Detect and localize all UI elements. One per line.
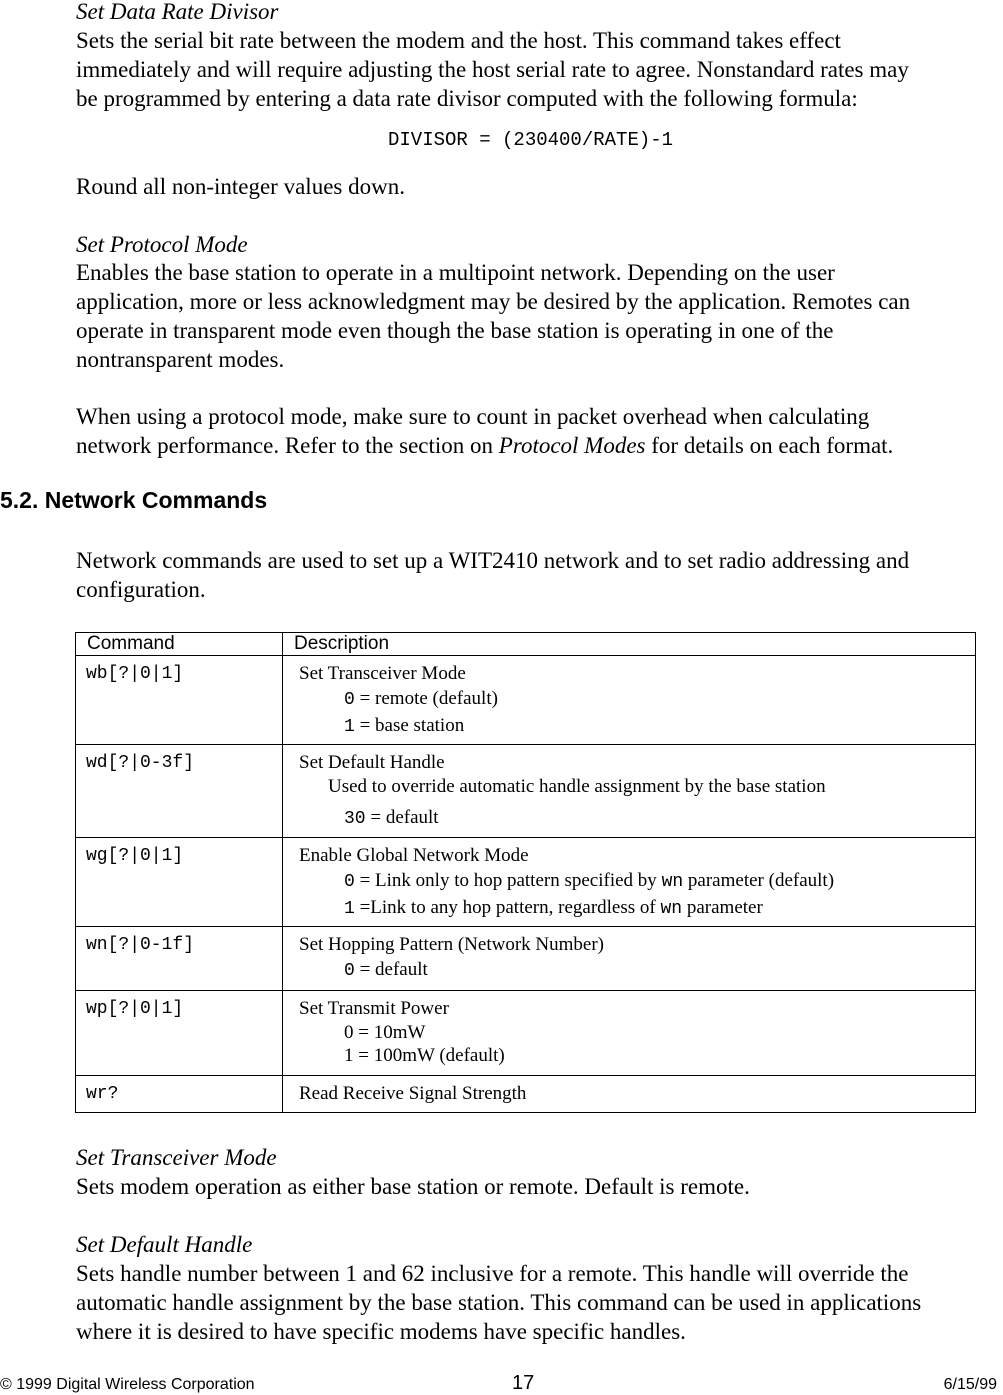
command-cell — [76, 927, 283, 991]
command-code: wn[?|0-1f] — [86, 935, 195, 955]
protocol-note-line-2 — [76, 431, 893, 460]
description-cell — [283, 1076, 976, 1113]
divisor-line-1: Sets the serial bit rate between the modem and the host. This command takes effect — [76, 28, 841, 53]
description-title: Enable Global Network Mode — [299, 845, 529, 866]
transceiver-title: Set Transceiver Mode — [76, 1145, 277, 1170]
protocol-note-post: for details on each format. — [645, 433, 894, 458]
protocol-note-pre: network performance. Refer to the section on — [76, 433, 499, 458]
description-cell — [283, 838, 976, 927]
command-cell — [76, 838, 283, 927]
divisor-formula: DIVISOR = (230400/RATE)-1 — [388, 129, 674, 151]
description-cell — [283, 927, 976, 991]
table-row — [76, 1076, 976, 1113]
handle-title: Set Default Handle — [76, 1232, 253, 1257]
command-cell — [76, 1076, 283, 1113]
description-title: Set Hopping Pattern (Network Number) — [299, 934, 604, 955]
description-title: Set Transmit Power — [299, 998, 449, 1019]
header-command: Command — [76, 633, 283, 656]
intro-line-1: Network commands are used to set up a WIT2410 network and to set radio addressing and — [76, 548, 910, 573]
handle-line-2: automatic handle assignment by the base station. This command can be used in applications — [76, 1290, 922, 1315]
divisor-line-2: immediately and will require adjusting the host serial rate to agree. Nonstandard rates may — [76, 57, 909, 82]
protocol-line-2: application, more or less acknowledgment may be desired by the application. Remotes can — [76, 289, 911, 314]
description-cell — [283, 656, 976, 745]
description-title: Set Default Handle — [299, 752, 445, 773]
command-code: wg[?|0|1] — [86, 846, 184, 866]
table-row — [76, 838, 976, 927]
divisor-title: Set Data Rate Divisor — [76, 0, 279, 24]
description-option: 1 =Link to any hop pattern, regardless of wn parameter — [344, 897, 763, 919]
protocol-title: Set Protocol Mode — [76, 232, 248, 257]
description-note: Used to override automatic handle assignment by the base station — [328, 776, 826, 797]
page-number: 17 — [512, 1372, 535, 1394]
command-code: wd[?|0-3f] — [86, 753, 195, 773]
table-row — [76, 656, 976, 745]
table-header-row — [76, 633, 976, 656]
description-option: 0 = default — [344, 959, 428, 981]
description-option: 0 = 10mW — [344, 1022, 426, 1043]
footer-date: 6/15/99 — [943, 1376, 997, 1393]
table-row — [76, 745, 976, 838]
handle-line-1: Sets handle number between 1 and 62 inclusive for a remote. This handle will override the — [76, 1261, 909, 1286]
protocol-line-1: Enables the base station to operate in a multipoint network. Depending on the user — [76, 260, 835, 285]
protocol-note-line-1: When using a protocol mode, make sure to count in packet overhead when calculating — [76, 404, 870, 429]
command-code: wp[?|0|1] — [86, 999, 184, 1019]
description-option: 1 = base station — [344, 715, 465, 737]
command-code: wb[?|0|1] — [86, 664, 184, 684]
command-cell — [76, 991, 283, 1076]
intro-line-2: configuration. — [76, 577, 206, 602]
protocol-line-3: operate in transparent mode even though the base station is operating in one of the — [76, 318, 834, 343]
description-option: 1 = 100mW (default) — [344, 1045, 505, 1066]
description-title: Set Transceiver Mode — [299, 663, 466, 684]
description-title: Read Receive Signal Strength — [299, 1083, 527, 1104]
transceiver-line: Sets modem operation as either base station or remote. Default is remote. — [76, 1174, 750, 1199]
handle-line-3: where it is desired to have specific modems have specific handles. — [76, 1319, 686, 1344]
description-cell — [283, 745, 976, 838]
table-row — [76, 927, 976, 991]
command-code: wr? — [86, 1084, 119, 1104]
footer-copyright: © 1999 Digital Wireless Corporation — [0, 1376, 255, 1393]
protocol-line-4: nontransparent modes. — [76, 347, 285, 372]
description-option: 0 = Link only to hop pattern specified by wn parameter (default) — [344, 870, 835, 892]
command-cell — [76, 745, 283, 838]
divisor-line-3: be programmed by entering a data rate divisor computed with the following formula: — [76, 86, 858, 111]
command-cell — [76, 656, 283, 745]
section-heading: 5.2. Network Commands — [0, 487, 268, 513]
description-cell — [283, 991, 976, 1076]
protocol-modes-ref: Protocol Modes — [498, 433, 646, 458]
round-note: Round all non-integer values down. — [76, 174, 405, 199]
table-row — [76, 991, 976, 1076]
network-commands-table — [75, 632, 976, 1113]
header-description: Description — [283, 633, 976, 656]
description-option: 0 = remote (default) — [344, 688, 498, 710]
description-option: 30 = default — [344, 807, 439, 829]
